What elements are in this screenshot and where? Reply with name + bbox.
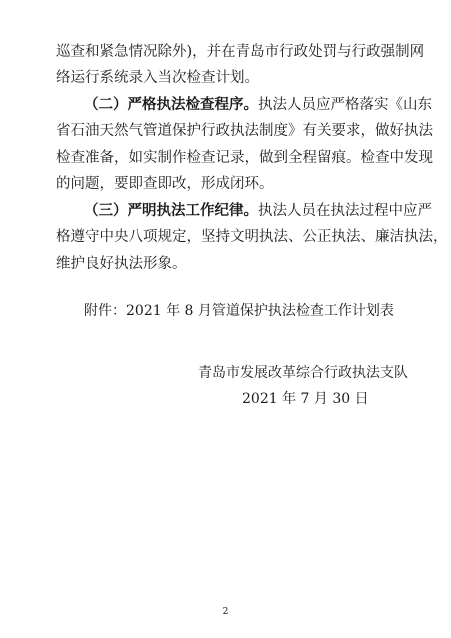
section-3-heading: （三）严明执法工作纪律。	[84, 202, 258, 219]
paragraph-2-line-3: 检查准备，如实制作检查记录，做到全程留痕。检查中发现	[56, 150, 433, 166]
paragraph-1-line-2: 络运行系统录入当次检查计划。	[56, 70, 259, 86]
paragraph-1-line-1: 巡查和紧急情况除外)，并在青岛市行政处罚与行政强制网	[56, 44, 425, 60]
section-2-heading: （二）严格执法检查程序。	[84, 96, 258, 113]
attachment-note: 附件：2021 年 8 月管道保护执法检查工作计划表	[84, 303, 394, 319]
page-number: 2	[222, 607, 229, 617]
issue-date: 2021 年 7 月 30 日	[242, 391, 369, 407]
paragraph-2-line-1	[84, 96, 432, 113]
paragraph-2-line-1-text: 执法人员应严格落实《山东	[258, 97, 432, 113]
paragraph-3-line-2: 格遵守中央八项规定，坚持文明执法、公正执法、廉洁执法，	[56, 229, 448, 245]
paragraph-3-line-1-text: 执法人员在执法过程中应严	[258, 203, 432, 219]
paragraph-3-line-3: 维护良好执法形象。	[56, 256, 187, 272]
paragraph-3-line-1	[84, 202, 432, 219]
issuing-organization: 青岛市发展改革综合行政执法支队	[198, 365, 408, 381]
paragraph-2-line-4: 的问题，要即查即改，形成闭环。	[56, 176, 274, 192]
paragraph-2-line-2: 省石油天然气管道保护行政执法制度》有关要求，做好执法	[56, 123, 433, 139]
